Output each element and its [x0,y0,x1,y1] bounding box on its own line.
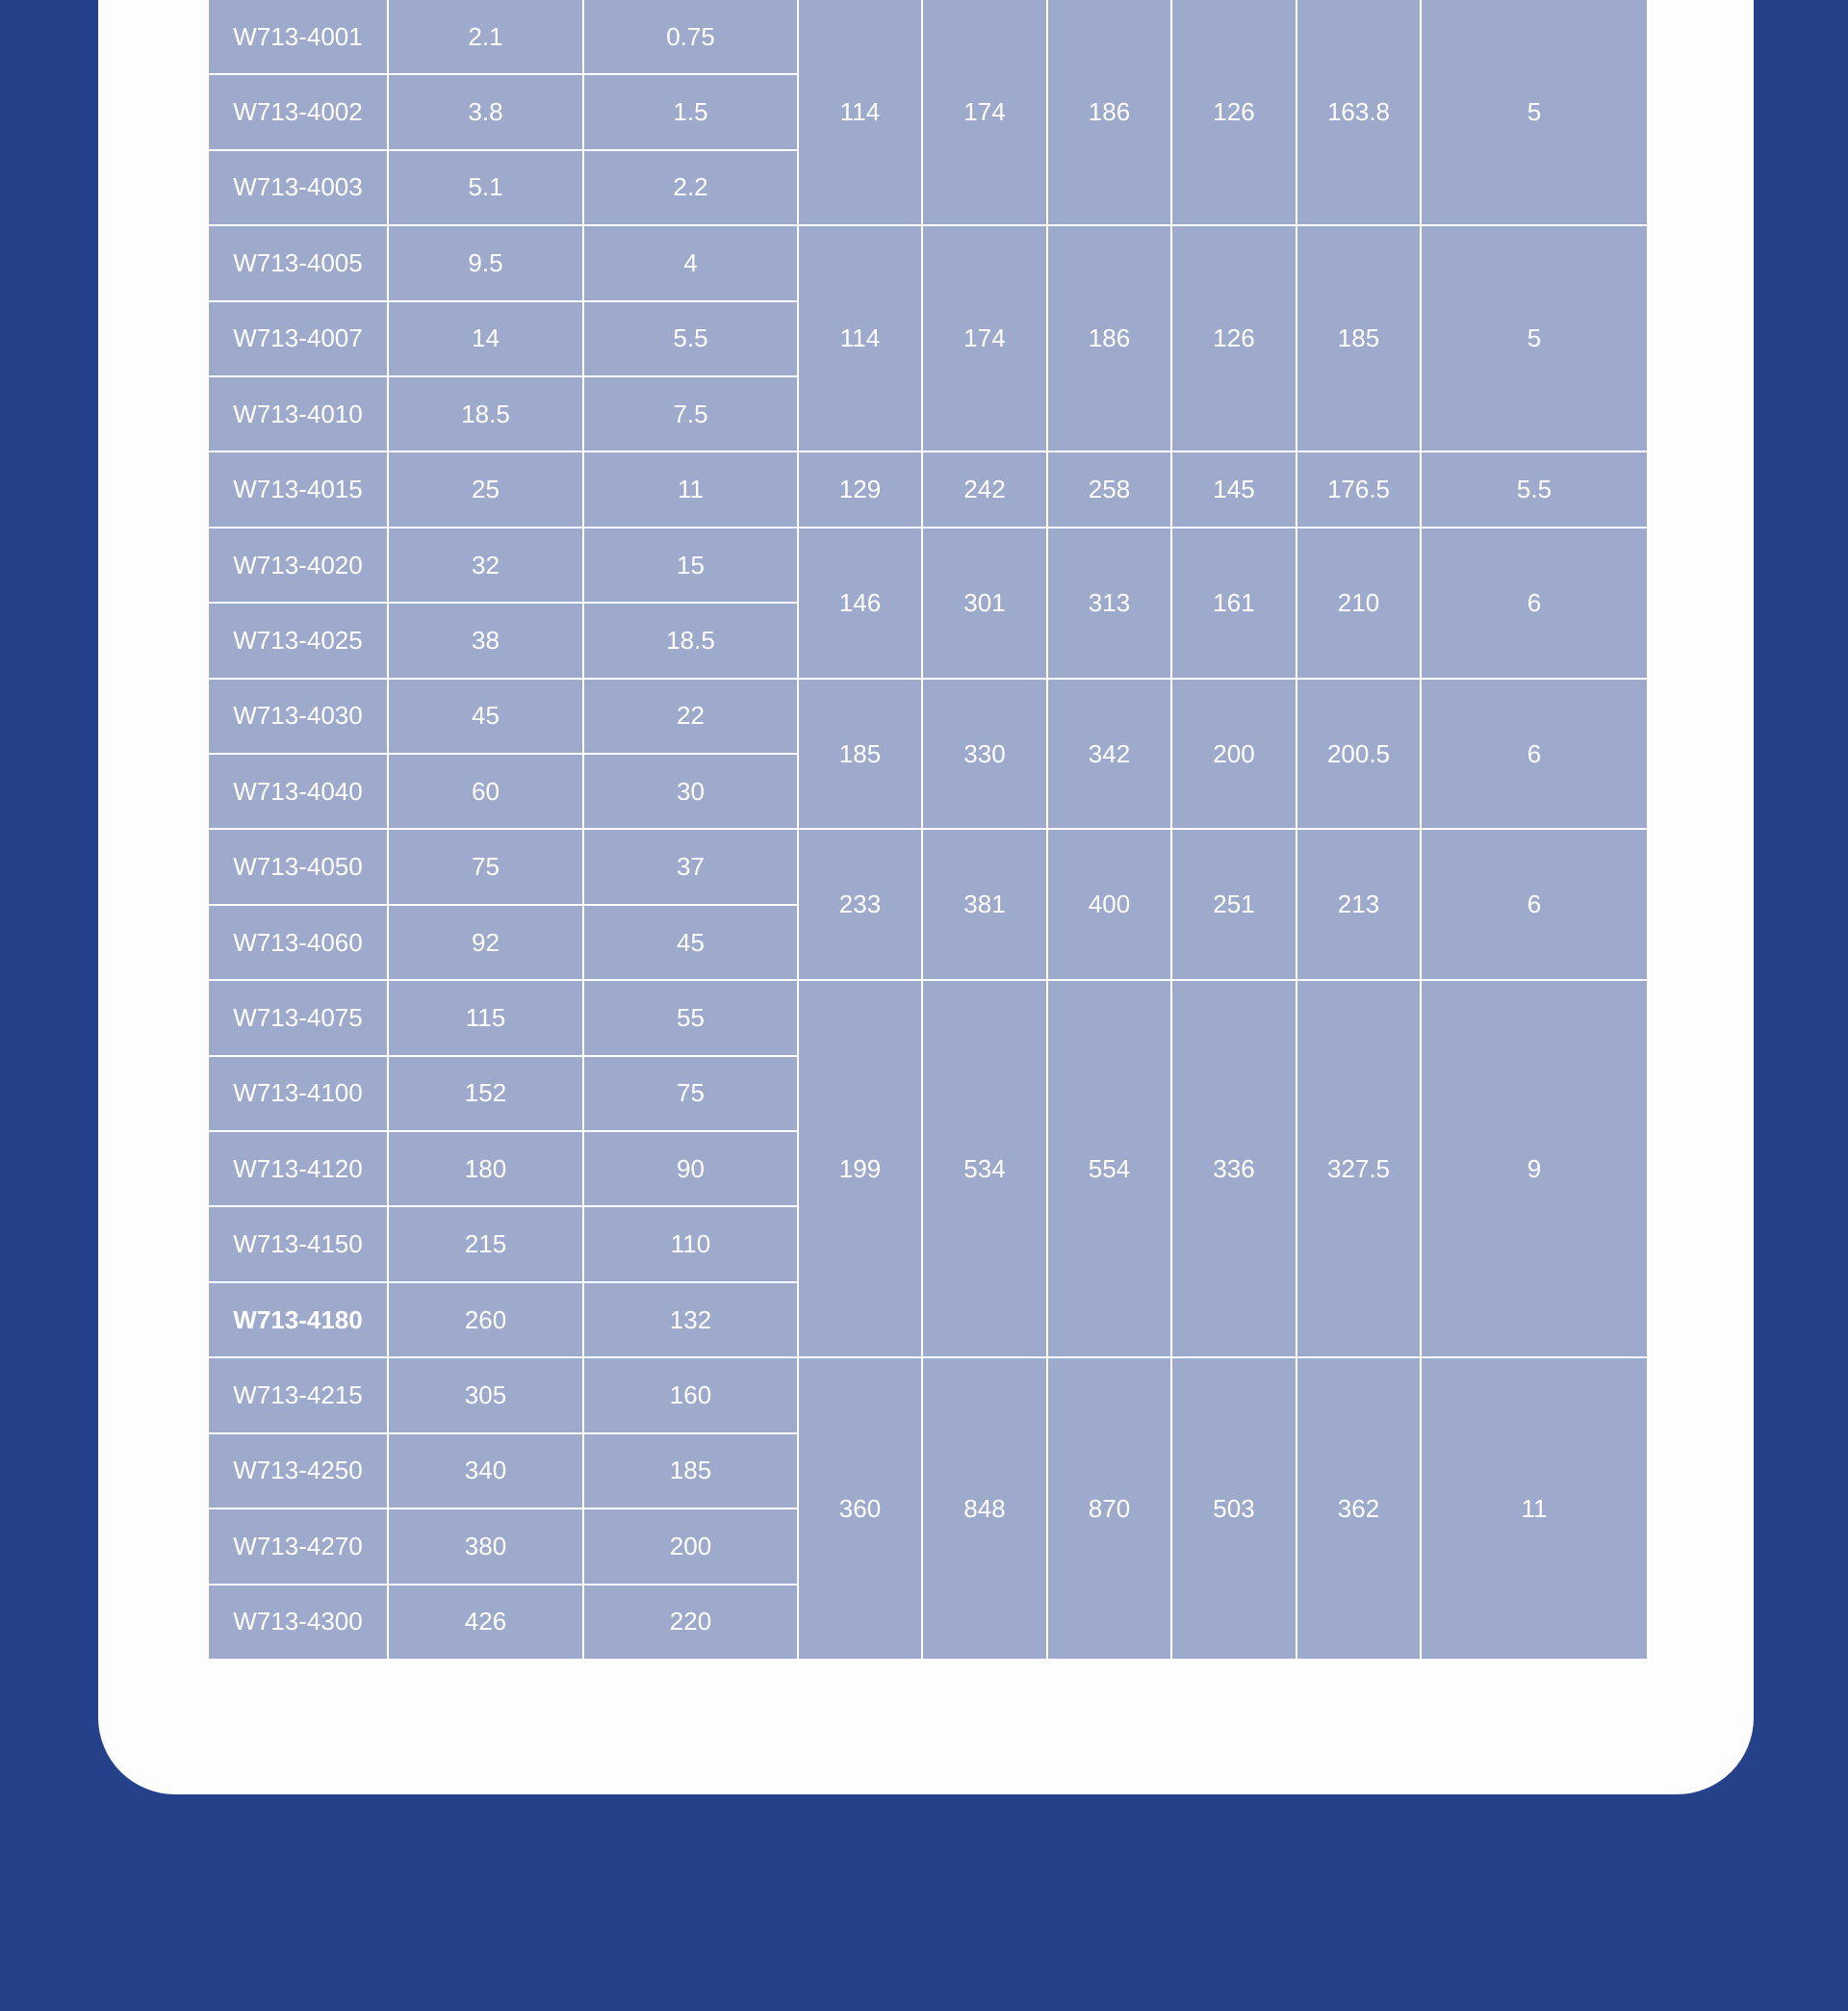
value-cell: 2.1 [388,0,583,74]
dimension-cell: 6 [1421,528,1648,679]
dimension-cell: 114 [798,0,922,225]
model-cell: W713-4030 [208,679,388,754]
dimension-cell: 146 [798,528,922,679]
dimension-cell: 258 [1047,451,1171,527]
dimension-cell: 313 [1047,528,1171,679]
value-cell: 45 [583,905,798,980]
table-row [208,679,1648,754]
dimension-cell: 301 [922,528,1047,679]
dimension-cell: 342 [1047,679,1171,830]
model-cell: W713-4270 [208,1508,388,1584]
value-cell: 60 [388,754,583,829]
dimension-cell: 848 [922,1357,1047,1660]
dimension-cell: 186 [1047,225,1171,451]
dimension-cell: 185 [798,679,922,830]
dimension-cell: 503 [1171,1357,1296,1660]
model-cell: W713-4050 [208,829,388,904]
value-cell: 426 [388,1585,583,1661]
value-cell: 75 [388,829,583,904]
dimension-cell: 129 [798,451,922,527]
value-cell: 340 [388,1433,583,1508]
model-cell: W713-4020 [208,528,388,603]
table-row [208,1357,1648,1432]
dimension-cell: 327.5 [1296,980,1421,1357]
value-cell: 18.5 [388,376,583,451]
value-cell: 0.75 [583,0,798,74]
table-row [208,0,1648,74]
value-cell: 2.2 [583,150,798,225]
value-cell: 11 [583,451,798,527]
model-cell: W713-4180 [208,1282,388,1357]
dimension-cell: 174 [922,225,1047,451]
model-cell: W713-4007 [208,301,388,376]
value-cell: 30 [583,754,798,829]
dimension-cell: 534 [922,980,1047,1357]
value-cell: 132 [583,1282,798,1357]
dimension-cell: 199 [798,980,922,1357]
value-cell: 18.5 [583,603,798,678]
value-cell: 45 [388,679,583,754]
value-cell: 37 [583,829,798,904]
dimension-cell: 336 [1171,980,1296,1357]
model-cell: W713-4010 [208,376,388,451]
dimension-cell: 145 [1171,451,1296,527]
dimension-cell: 174 [922,0,1047,225]
model-cell: W713-4001 [208,0,388,74]
dimension-cell: 554 [1047,980,1171,1357]
value-cell: 152 [388,1056,583,1131]
table-row [208,528,1648,603]
value-cell: 22 [583,679,798,754]
model-cell: W713-4002 [208,74,388,149]
model-cell: W713-4150 [208,1206,388,1281]
value-cell: 92 [388,905,583,980]
dimension-cell: 9 [1421,980,1648,1357]
table-row [208,225,1648,300]
table-row [208,980,1648,1055]
dimension-cell: 5 [1421,225,1648,451]
dimension-cell: 11 [1421,1357,1648,1660]
model-cell: W713-4005 [208,225,388,300]
dimension-cell: 5.5 [1421,451,1648,527]
value-cell: 75 [583,1056,798,1131]
value-cell: 200 [583,1508,798,1584]
dimension-cell: 161 [1171,528,1296,679]
value-cell: 110 [583,1206,798,1281]
model-cell: W713-4250 [208,1433,388,1508]
model-cell: W713-4120 [208,1131,388,1206]
value-cell: 260 [388,1282,583,1357]
table-row [208,451,1648,527]
value-cell: 25 [388,451,583,527]
dimension-cell: 870 [1047,1357,1171,1660]
value-cell: 215 [388,1206,583,1281]
dimension-cell: 163.8 [1296,0,1421,225]
dimension-cell: 251 [1171,829,1296,980]
dimension-cell: 400 [1047,829,1171,980]
dimension-cell: 210 [1296,528,1421,679]
dimension-cell: 126 [1171,0,1296,225]
model-cell: W713-4215 [208,1357,388,1432]
value-cell: 32 [388,528,583,603]
model-cell: W713-4300 [208,1585,388,1661]
dimension-cell: 186 [1047,0,1171,225]
value-cell: 14 [388,301,583,376]
value-cell: 38 [388,603,583,678]
dimension-cell: 176.5 [1296,451,1421,527]
dimension-cell: 185 [1296,225,1421,451]
dimension-cell: 360 [798,1357,922,1660]
table-row [208,829,1648,904]
value-cell: 9.5 [388,225,583,300]
model-cell: W713-4040 [208,754,388,829]
model-cell: W713-4003 [208,150,388,225]
value-cell: 1.5 [583,74,798,149]
dimension-cell: 213 [1296,829,1421,980]
dimension-cell: 200 [1171,679,1296,830]
model-cell: W713-4015 [208,451,388,527]
dimension-cell: 126 [1171,225,1296,451]
dimension-cell: 6 [1421,679,1648,830]
value-cell: 160 [583,1357,798,1432]
dimension-cell: 114 [798,225,922,451]
value-cell: 220 [583,1585,798,1661]
dimension-cell: 6 [1421,829,1648,980]
value-cell: 55 [583,980,798,1055]
value-cell: 115 [388,980,583,1055]
value-cell: 7.5 [583,376,798,451]
dimension-cell: 381 [922,829,1047,980]
dimension-cell: 233 [798,829,922,980]
model-cell: W713-4025 [208,603,388,678]
dimension-cell: 200.5 [1296,679,1421,830]
model-cell: W713-4060 [208,905,388,980]
dimension-cell: 242 [922,451,1047,527]
value-cell: 90 [583,1131,798,1206]
value-cell: 3.8 [388,74,583,149]
value-cell: 180 [388,1131,583,1206]
value-cell: 185 [583,1433,798,1508]
value-cell: 380 [388,1508,583,1584]
model-cell: W713-4075 [208,980,388,1055]
model-cell: W713-4100 [208,1056,388,1131]
value-cell: 5.5 [583,301,798,376]
dimension-cell: 330 [922,679,1047,830]
dimension-cell: 362 [1296,1357,1421,1660]
value-cell: 15 [583,528,798,603]
value-cell: 5.1 [388,150,583,225]
value-cell: 305 [388,1357,583,1432]
spec-table [207,0,1649,1661]
dimension-cell: 5 [1421,0,1648,225]
value-cell: 4 [583,225,798,300]
